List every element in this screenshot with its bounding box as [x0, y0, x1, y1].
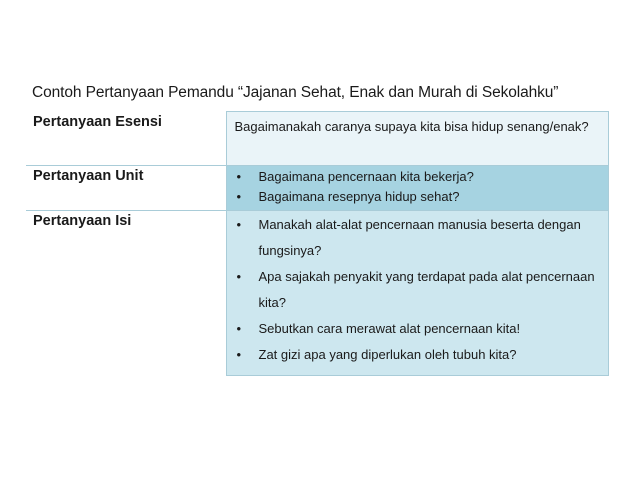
row-content-question — [26, 211, 608, 376]
bullet-icon: • — [236, 347, 242, 362]
essential-question-label: Pertanyaan Esensi — [26, 112, 226, 166]
list-item — [235, 167, 598, 187]
essential-question-text: Bagaimanakah caranya supaya kita bisa hidup senang/enak? — [226, 112, 608, 166]
list-item — [235, 316, 598, 342]
list-item-text: Sebutkan cara merawat alat pencernaan kita! — [258, 321, 521, 336]
bullet-icon: • — [236, 217, 242, 232]
list-item-text: Bagaimana pencernaan kita bekerja? — [258, 169, 474, 184]
content-question-label: Pertanyaan Isi — [26, 211, 226, 376]
unit-question-cell — [226, 166, 608, 211]
unit-question-list — [235, 167, 598, 207]
list-item — [235, 342, 598, 368]
row-unit-question — [26, 166, 608, 211]
list-item — [235, 264, 598, 316]
content-question-list — [235, 212, 598, 368]
list-item-text: Manakah alat-alat pencernaan manusia beserta dengan fungsinya? — [258, 217, 581, 258]
content-question-cell — [226, 211, 608, 376]
unit-question-label: Pertanyaan Unit — [26, 166, 226, 211]
list-item — [235, 212, 598, 264]
bullet-icon: • — [236, 321, 242, 336]
bullet-icon: • — [236, 189, 242, 204]
questions-table — [26, 111, 609, 376]
list-item — [235, 187, 598, 207]
list-item-text: Zat gizi apa yang diperlukan oleh tubuh kita? — [258, 347, 517, 362]
list-item-text: Bagaimana resepnya hidup sehat? — [258, 189, 460, 204]
row-essential-question — [26, 112, 608, 166]
bullet-icon: • — [236, 169, 242, 184]
list-item-text: Apa sajakah penyakit yang terdapat pada alat pencernaan kita? — [258, 269, 595, 310]
bullet-icon: • — [236, 269, 242, 284]
slide-title: Contoh Pertanyaan Pemandu “Jajanan Sehat, Enak dan Murah di Sekolahku” — [32, 84, 559, 101]
